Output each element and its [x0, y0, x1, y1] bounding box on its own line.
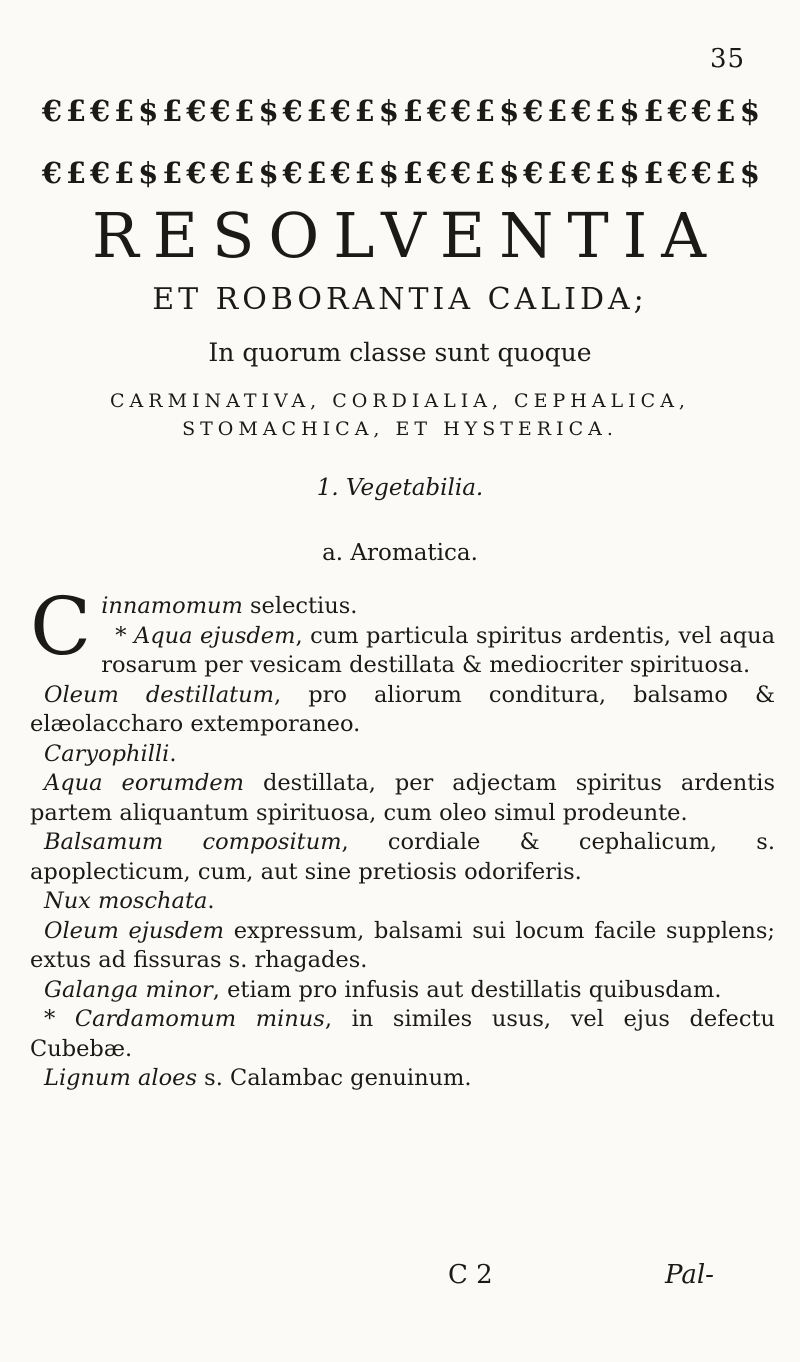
ornament-glyph: €: [282, 156, 303, 188]
entry-name: innamomum: [101, 593, 243, 619]
entry-paragraph: [30, 976, 775, 1006]
ornament-glyph: €: [210, 156, 231, 188]
ornament-glyph: $: [499, 156, 520, 188]
ornament-glyph: €: [330, 96, 351, 128]
page-footer: [0, 1260, 800, 1300]
ornament-glyph: £: [162, 156, 183, 188]
ornament-glyph: €: [186, 156, 207, 188]
entry-paragraph: * Cardamomum minus, in similes usus, vel ejus defectu Cubebæ.: [30, 1006, 775, 1062]
ornament-glyph: €: [571, 96, 592, 128]
entry-paragraph: [30, 769, 775, 828]
ornament-glyph: $: [258, 96, 279, 128]
entry-text: expressum, balsami sui locum facile supplens; extus ad fissuras s. rhagades.: [30, 917, 775, 973]
intro-line: In quorum classe sunt quoque: [208, 338, 592, 367]
entry-text: destillata, per adjectam spiritus ardentis partem aliquantum spirituosa, cum oleo simul prodeunte.: [30, 770, 775, 826]
page-title: RESOLVENTIA: [92, 199, 720, 272]
ornament-glyph: $: [619, 96, 640, 128]
ornament-glyph: £: [547, 156, 568, 188]
entry-name: Balsamum compositum: [44, 829, 342, 855]
signature-mark: C 2: [448, 1260, 493, 1290]
ornament-glyph: €: [571, 156, 592, 188]
entry-paragraph: [30, 917, 775, 976]
entry-text: , cum particula spiritus ardentis, vel aqua rosarum per vesicam destillata & mediocriter spirituosa.: [101, 622, 776, 678]
entry-name: Galanga minor: [44, 976, 213, 1003]
entry-text: s. Calambac genuinum.: [197, 1065, 472, 1091]
ornament-glyph: $: [138, 96, 159, 128]
ornament-glyph: £: [162, 96, 183, 128]
ornament-glyph: $: [138, 156, 159, 188]
ornament-glyph: £: [306, 96, 327, 128]
ornament-glyph: €: [41, 96, 63, 128]
entry-name: Oleum ejusdem: [44, 917, 224, 944]
ornament-glyph: €: [330, 156, 351, 188]
ornament-glyph: £: [643, 156, 664, 188]
ornament-glyph: £: [65, 96, 87, 128]
ornament-glyph: £: [643, 96, 664, 128]
page-number: 35: [710, 44, 746, 74]
entry-name: Lignum aloes: [44, 1065, 198, 1091]
ornament-glyph: €: [41, 156, 63, 188]
ornament-glyph: £: [114, 96, 135, 128]
ornament-glyph: €: [523, 96, 544, 128]
entry-paragraph: [30, 828, 775, 887]
ornament-glyph: £: [475, 96, 496, 128]
ornament-glyph: £: [114, 156, 135, 188]
ornament-glyph: £: [354, 96, 375, 128]
ornament-glyph: £: [234, 156, 255, 188]
drop-cap: C: [30, 580, 92, 673]
ornament-glyph: €: [450, 156, 472, 188]
ornament-glyph: €: [282, 96, 303, 128]
ornament-glyph: £: [306, 156, 327, 188]
entry-name: Nux moschata: [44, 888, 208, 914]
entry-text: , etiam pro infusis aut destillatis quibusdam.: [212, 976, 722, 1003]
entry-name: Aqua ejusdem: [133, 622, 296, 649]
ornament-glyph: €: [90, 96, 111, 128]
ornament-glyph: £: [715, 96, 736, 128]
ornament-glyph: £: [402, 156, 424, 188]
ornament-glyph: €: [186, 96, 207, 128]
entry-list: [30, 580, 776, 1094]
section-heading-aromatica: a. Aromatica.: [322, 540, 478, 566]
entry-paragraph: * Aqua ejusdem, cum particula spiritus ardentis, vel aqua rosarum per vesicam destillata & mediocriter spirituosa.: [101, 622, 776, 678]
section-heading-vegetabilia: 1. Vegetabilia.: [316, 475, 484, 501]
ornament-border: [40, 96, 762, 188]
entry-paragraph: [30, 681, 775, 740]
ornament-glyph: €: [691, 156, 712, 188]
entry-text: selectius.: [242, 593, 358, 619]
ornament-glyph: £: [65, 156, 87, 188]
ornament-glyph: €: [426, 96, 448, 128]
entry-text: , pro aliorum conditura, balsamo & elæolaccharo extemporaneo.: [30, 681, 775, 737]
ornament-glyph: €: [210, 96, 231, 128]
ornament-glyph: £: [475, 156, 496, 188]
entry-text: .: [169, 740, 177, 767]
entry-name: Oleum destillatum: [44, 681, 275, 708]
ornament-glyph: £: [354, 156, 375, 188]
ornament-glyph: €: [523, 156, 544, 188]
entry-name: Caryophilli: [44, 740, 170, 767]
entry-name: Cardamomum minus: [74, 1006, 325, 1032]
entry-paragraph: [30, 740, 775, 770]
ornament-glyph: €: [450, 96, 472, 128]
ornament-glyph: $: [378, 156, 399, 188]
categories-line-2: STOMACHICA, ET HYSTERICA.: [182, 418, 618, 440]
ornament-glyph: $: [739, 96, 760, 128]
categories-line-1: CARMINATIVA, CORDIALIA, CEPHALICA,: [110, 390, 690, 412]
ornament-glyph: $: [739, 156, 760, 188]
ornament-glyph: $: [378, 96, 399, 128]
ornament-glyph: $: [619, 156, 640, 188]
ornament-glyph: £: [234, 96, 255, 128]
catchword: Pal-: [665, 1260, 714, 1290]
ornament-glyph: £: [595, 156, 616, 188]
entry-paragraph: [30, 1064, 775, 1094]
entry-text: , cordiale & cephalicum, s. apoplecticum, cum, aut sine pretiosis odoriferis.: [30, 829, 775, 885]
ornament-glyph: £: [547, 96, 568, 128]
ornament-glyph: £: [715, 156, 736, 188]
ornament-glyph: €: [667, 96, 688, 128]
ornament-glyph: $: [499, 96, 520, 128]
ornament-glyph: £: [595, 96, 616, 128]
ornament-glyph: £: [402, 96, 424, 128]
ornament-glyph: $: [258, 156, 279, 188]
ornament-glyph: €: [90, 156, 111, 188]
entry-text: .: [207, 888, 215, 914]
entry-paragraph: [30, 887, 775, 917]
ornament-glyph: €: [691, 96, 712, 128]
entry-text: , in similes usus, vel ejus defectu Cubebæ.: [30, 1006, 775, 1062]
ornament-glyph: €: [667, 156, 688, 188]
ornament-glyph: €: [426, 156, 448, 188]
subtitle: ET ROBORANTIA CALIDA;: [152, 282, 648, 317]
entry-name: Aqua eorumdem: [44, 770, 245, 796]
